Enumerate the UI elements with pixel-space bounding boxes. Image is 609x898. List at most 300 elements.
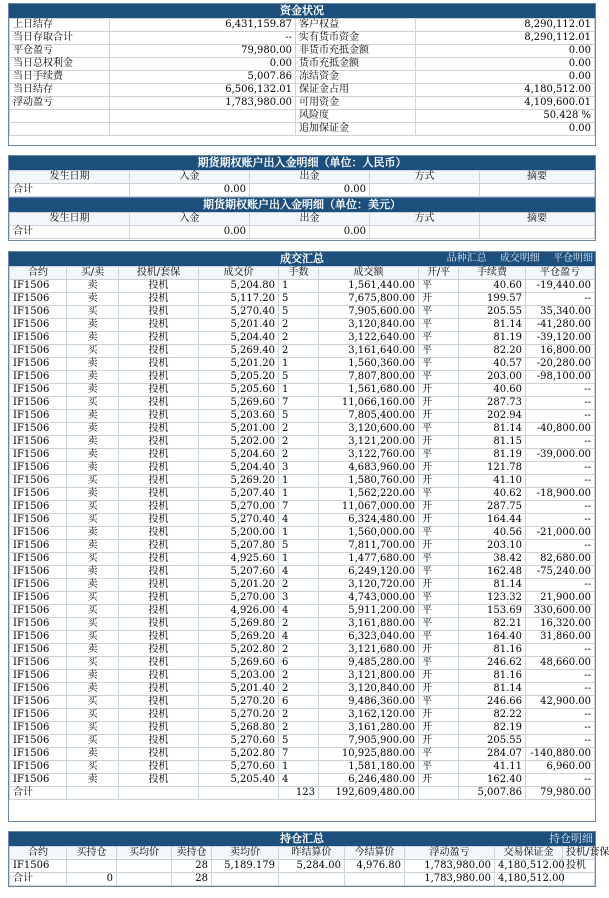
cell-contract: IF1506 — [10, 683, 67, 696]
funds-value: 1,783,980.00 — [110, 97, 296, 110]
cell-price: 5,204.60 — [199, 449, 279, 462]
cell-side: 买 — [67, 501, 119, 514]
cell-contract: IF1506 — [10, 670, 67, 683]
cell-side: 买 — [67, 657, 119, 670]
funds-row — [10, 71, 595, 84]
cell-fee: 38.42 — [459, 553, 526, 566]
cell-pnl: 31,860.00 — [526, 631, 595, 644]
cell-pnl: -- — [526, 709, 595, 722]
cell-side: 卖 — [67, 449, 119, 462]
cell-hedge: 投机 — [119, 553, 199, 566]
cell-lots: 3 — [279, 462, 319, 475]
cell-contract: IF1506 — [10, 384, 67, 397]
cell-lots: 1 — [279, 553, 319, 566]
col-header: 卖均价 — [212, 847, 279, 860]
cell-price: 5,270.00 — [199, 592, 279, 605]
cell-hedge: 投机 — [119, 696, 199, 709]
cell-amount: 3,120,720.00 — [319, 579, 419, 592]
cell-side: 卖 — [67, 371, 119, 384]
trades-title: 成交汇总 — [280, 252, 324, 265]
funds-value: 0.00 — [416, 71, 595, 84]
funds-row — [10, 32, 595, 45]
trade-row — [10, 566, 595, 579]
cell-contract: IF1506 — [10, 332, 67, 345]
trade-row — [10, 631, 595, 644]
cell-pnl: -- — [526, 436, 595, 449]
cell-hedge: 投机 — [119, 514, 199, 527]
cell-amount: 3,161,280.00 — [319, 722, 419, 735]
funds-row — [10, 58, 595, 71]
col-header: 手数 — [279, 267, 319, 280]
col-header: 方式 — [370, 171, 480, 184]
usd-header-row — [10, 213, 595, 226]
trade-row — [10, 774, 595, 787]
cell-open-close: 开 — [419, 436, 459, 449]
funds-label: 保证金占用 — [296, 84, 416, 97]
cell-price: 5,202.00 — [199, 436, 279, 449]
cell-contract: IF1506 — [10, 592, 67, 605]
cell-price: 5,201.40 — [199, 683, 279, 696]
cell-price: 5,207.40 — [199, 488, 279, 501]
cell-hedge: 投机 — [119, 618, 199, 631]
col-header: 昨结算价 — [279, 847, 345, 860]
cell-contract: IF1506 — [10, 371, 67, 384]
cell-lots: 2 — [279, 319, 319, 332]
col-header: 成交价 — [199, 267, 279, 280]
cell-fee: 199.57 — [459, 293, 526, 306]
col-header: 投机/套保 — [563, 847, 595, 860]
cell-price: 5,269.60 — [199, 397, 279, 410]
cell-open-close: 开 — [419, 540, 459, 553]
cell-price: 5,201.20 — [199, 579, 279, 592]
funds-value: 4,109,600.01 — [416, 97, 595, 110]
cell-hedge: 投机 — [119, 384, 199, 397]
cell-side: 卖 — [67, 683, 119, 696]
cell-pnl: 6,960.00 — [526, 761, 595, 774]
cell-amount: 6,324,480.00 — [319, 514, 419, 527]
cell-lots: 1 — [279, 384, 319, 397]
cell-price: 4,926.00 — [199, 605, 279, 618]
cell-contract: IF1506 — [10, 761, 67, 774]
cell-hedge: 投机 — [119, 488, 199, 501]
col-header: 买均价 — [117, 847, 172, 860]
cell-price: 5,205.20 — [199, 371, 279, 384]
cell-price: 5,207.80 — [199, 540, 279, 553]
col-header: 出金 — [250, 213, 370, 226]
cell-amount: 6,323,040.00 — [319, 631, 419, 644]
cell-price: 5,202.80 — [199, 644, 279, 657]
cell-hedge: 投机 — [119, 748, 199, 761]
funds-value: 50.428 % — [416, 110, 595, 123]
funds-label: 非货币充抵金额 — [296, 45, 416, 58]
total-pnl: 79,980.00 — [526, 787, 595, 800]
cell-hedge: 投机 — [119, 462, 199, 475]
cell-open-close: 开 — [419, 774, 459, 787]
cell-fee: 81.16 — [459, 670, 526, 683]
cell-open-close: 开 — [419, 384, 459, 397]
cell-contract: IF1506 — [10, 709, 67, 722]
cell-hedge: 投机 — [119, 371, 199, 384]
cell-contract: IF1506 — [10, 319, 67, 332]
cell-price: 5,269.80 — [199, 618, 279, 631]
cell-side: 卖 — [67, 644, 119, 657]
cell-side: 买 — [67, 709, 119, 722]
cell-settle: 4,976.80 — [345, 860, 405, 873]
total-in: 0.00 — [130, 184, 250, 197]
cell-contract: IF1506 — [10, 488, 67, 501]
trade-row — [10, 280, 595, 293]
cell-pnl: 82,680.00 — [526, 553, 595, 566]
cell-hedge: 投机 — [119, 345, 199, 358]
link-close-detail[interactable]: 平仓明细 — [553, 253, 593, 264]
total-out: 0.00 — [250, 184, 370, 197]
cell-contract: IF1506 — [10, 293, 67, 306]
rmb-header-row — [10, 171, 595, 184]
cell-pnl: 330,600.00 — [526, 605, 595, 618]
link-trade-detail[interactable]: 成交明细 — [499, 253, 540, 264]
cell-open-close: 平 — [419, 306, 459, 319]
cell-fee: 40.60 — [459, 280, 526, 293]
cell-open-close: 平 — [419, 358, 459, 371]
cell-amount: 11,067,000.00 — [319, 501, 419, 514]
cell-hedge: 投机 — [119, 566, 199, 579]
trade-row — [10, 332, 595, 345]
cell-hedge: 投机 — [119, 501, 199, 514]
cell-open-close: 开 — [419, 579, 459, 592]
cell-side: 卖 — [67, 670, 119, 683]
cell-price: 5,269.20 — [199, 475, 279, 488]
cell-fee: 81.14 — [459, 579, 526, 592]
cell-side: 买 — [67, 592, 119, 605]
cell-open-close: 开 — [419, 397, 459, 410]
cell-side: 卖 — [67, 280, 119, 293]
funds-label: 上日结存 — [10, 19, 110, 32]
cell-side: 卖 — [67, 332, 119, 345]
trades-header-row — [10, 267, 595, 280]
cell-side: 卖 — [67, 748, 119, 761]
cell-amount: 1,560,360.00 — [319, 358, 419, 371]
cell-contract: IF1506 — [10, 358, 67, 371]
cell-price: 5,201.20 — [199, 358, 279, 371]
trade-row — [10, 592, 595, 605]
cell-lots: 2 — [279, 436, 319, 449]
funds-value: 8,290,112.01 — [416, 32, 595, 45]
cell-pnl: 42,900.00 — [526, 696, 595, 709]
col-header: 发生日期 — [10, 171, 130, 184]
cell-fee: 162.40 — [459, 774, 526, 787]
cell-fee: 246.62 — [459, 657, 526, 670]
cell-price: 5,202.80 — [199, 748, 279, 761]
cell-price: 5,270.40 — [199, 514, 279, 527]
cell-hedge: 投机 — [119, 475, 199, 488]
cell-hedge: 投机 — [119, 540, 199, 553]
cell-price: 5,270.20 — [199, 709, 279, 722]
funds-row — [10, 123, 595, 136]
cell-hedge: 投机 — [119, 709, 199, 722]
cell-contract: IF1506 — [10, 657, 67, 670]
cell-fee: 40.60 — [459, 384, 526, 397]
col-header: 浮动盈亏 — [405, 847, 495, 860]
cell-price: 5,270.60 — [199, 735, 279, 748]
cell-contract: IF1506 — [10, 345, 67, 358]
col-header: 成交额 — [319, 267, 419, 280]
cell-open-close: 开 — [419, 514, 459, 527]
col-header: 开/平 — [419, 267, 459, 280]
cell-hedge: 投机 — [119, 423, 199, 436]
funds-label: 可用资金 — [296, 97, 416, 110]
funds-label — [10, 110, 110, 123]
cell-open-close: 平 — [419, 605, 459, 618]
trade-row — [10, 436, 595, 449]
cell-price: 5,200.00 — [199, 527, 279, 540]
cell-open-close: 平 — [419, 566, 459, 579]
cell-hedge: 投机 — [119, 735, 199, 748]
col-header: 发生日期 — [10, 213, 130, 226]
cell-contract: IF1506 — [10, 475, 67, 488]
cell-amount: 3,121,200.00 — [319, 436, 419, 449]
cell-fee: 81.14 — [459, 319, 526, 332]
cell-hedge: 投机 — [119, 306, 199, 319]
cell-amount: 1,477,680.00 — [319, 553, 419, 566]
funds-value: 79,980.00 — [110, 45, 296, 58]
funds-value: 0.00 — [416, 58, 595, 71]
cell-lots: 3 — [279, 592, 319, 605]
cell-hedge: 投机 — [119, 761, 199, 774]
cell-side: 卖 — [67, 462, 119, 475]
cell-price: 5,201.00 — [199, 423, 279, 436]
trade-row — [10, 657, 595, 670]
col-header: 入金 — [130, 171, 250, 184]
cell-open-close: 平 — [419, 527, 459, 540]
cell-open-close: 开 — [419, 475, 459, 488]
cell-pnl: -- — [526, 397, 595, 410]
cell-hedge: 投机 — [119, 631, 199, 644]
cell-pnl: -98,100.00 — [526, 371, 595, 384]
cell-fee: 287.73 — [459, 397, 526, 410]
trade-row — [10, 358, 595, 371]
cell-pnl: 35,340.00 — [526, 306, 595, 319]
cell-lots: 2 — [279, 722, 319, 735]
cell-pnl: -21,000.00 — [526, 527, 595, 540]
cell-hedge: 投机 — [119, 358, 199, 371]
cell-amount: 3,120,840.00 — [319, 319, 419, 332]
funds-value — [110, 123, 296, 136]
link-product-summary[interactable]: 品种汇总 — [446, 253, 487, 264]
cell-side: 卖 — [67, 774, 119, 787]
cell-amount: 5,911,200.00 — [319, 605, 419, 618]
total-margin: 4,180,512.00 — [495, 873, 563, 886]
total-buy: 0 — [67, 873, 117, 886]
cell-amount: 1,581,180.00 — [319, 761, 419, 774]
cell-contract: IF1506 — [10, 579, 67, 592]
funds-label: 当日结存 — [10, 84, 110, 97]
position-row — [10, 860, 595, 873]
cell-amount: 3,120,840.00 — [319, 683, 419, 696]
cell-amount: 10,925,880.00 — [319, 748, 419, 761]
trade-row — [10, 449, 595, 462]
cell-open-close: 开 — [419, 293, 459, 306]
usd-table — [9, 212, 595, 239]
cell-fee: 40.57 — [459, 358, 526, 371]
funds-table — [9, 18, 595, 136]
funds-value: 4,180,512.00 — [416, 84, 595, 97]
cell-amount: 3,120,600.00 — [319, 423, 419, 436]
cell-side: 卖 — [67, 527, 119, 540]
cell-lots: 5 — [279, 735, 319, 748]
total-amount: 192,609,480.00 — [319, 787, 419, 800]
cell-contract: IF1506 — [10, 527, 67, 540]
funds-row — [10, 110, 595, 123]
cell-fee: 82.22 — [459, 709, 526, 722]
funds-value: 0.00 — [416, 123, 595, 136]
cell-side: 卖 — [67, 566, 119, 579]
total-fee: 5,007.86 — [459, 787, 526, 800]
cell-side: 买 — [67, 735, 119, 748]
cell-hedge: 投机 — [119, 449, 199, 462]
cell-fee: 287.75 — [459, 501, 526, 514]
cell-lots: 4 — [279, 605, 319, 618]
cell-open-close: 平 — [419, 345, 459, 358]
cell-hedge: 投机 — [119, 280, 199, 293]
total-sell: 28 — [172, 873, 212, 886]
cell-contract: IF1506 — [10, 605, 67, 618]
cell-open-close: 平 — [419, 319, 459, 332]
cell-side: 买 — [67, 514, 119, 527]
cell-side: 卖 — [67, 410, 119, 423]
cell-contract: IF1506 — [10, 774, 67, 787]
cell-side: 买 — [67, 631, 119, 644]
cell-pnl: -39,000.00 — [526, 449, 595, 462]
cell-hedge: 投机 — [119, 410, 199, 423]
cell-fee: 205.55 — [459, 735, 526, 748]
cell-lots: 2 — [279, 683, 319, 696]
col-header: 买/卖 — [67, 267, 119, 280]
trade-row — [10, 384, 595, 397]
trade-row — [10, 605, 595, 618]
cell-pnl: -19,440.00 — [526, 280, 595, 293]
cell-lots: 5 — [279, 293, 319, 306]
cell-amount: 1,561,680.00 — [319, 384, 419, 397]
trade-row — [10, 410, 595, 423]
col-header: 入金 — [130, 213, 250, 226]
total-label: 合计 — [10, 226, 130, 239]
cell-pnl: -18,900.00 — [526, 488, 595, 501]
cell-fee: 82.20 — [459, 345, 526, 358]
cell-margin: 4,180,512.00 — [495, 860, 563, 873]
cell-contract: IF1506 — [10, 644, 67, 657]
total-label: 合计 — [10, 873, 67, 886]
cell-lots: 2 — [279, 423, 319, 436]
cell-lots: 1 — [279, 358, 319, 371]
cell-lots: 5 — [279, 410, 319, 423]
cell-pnl: -- — [526, 384, 595, 397]
cell-lots: 6 — [279, 696, 319, 709]
cell-amount: 4,743,000.00 — [319, 592, 419, 605]
cell-contract: IF1506 — [10, 722, 67, 735]
cell-amount: 7,675,800.00 — [319, 293, 419, 306]
cell-pnl: -- — [526, 540, 595, 553]
cell-side: 卖 — [67, 436, 119, 449]
link-position-detail[interactable]: 持仓明细 — [549, 832, 593, 845]
funds-value: -- — [110, 32, 296, 45]
cell-side: 卖 — [67, 293, 119, 306]
rmb-table — [9, 170, 595, 197]
total-float: 1,783,980.00 — [405, 873, 495, 886]
cell-fee: 41.10 — [459, 475, 526, 488]
total-label: 合计 — [10, 787, 67, 800]
cell-open-close: 开 — [419, 683, 459, 696]
trade-row — [10, 618, 595, 631]
col-header: 摘要 — [480, 213, 595, 226]
cell-side: 卖 — [67, 319, 119, 332]
cell-hedge: 投机 — [119, 579, 199, 592]
cell-open-close: 开 — [419, 735, 459, 748]
cell-pnl: -- — [526, 683, 595, 696]
cell-pnl: 16,800.00 — [526, 345, 595, 358]
cell-pnl: -75,240.00 — [526, 566, 595, 579]
trade-row — [10, 345, 595, 358]
cell-lots: 1 — [279, 488, 319, 501]
cell-contract: IF1506 — [10, 397, 67, 410]
cell-amount: 1,580,760.00 — [319, 475, 419, 488]
cell-amount: 3,121,800.00 — [319, 670, 419, 683]
cell-price: 5,205.40 — [199, 774, 279, 787]
trade-row — [10, 462, 595, 475]
cell-price: 5,117.20 — [199, 293, 279, 306]
cell-open-close: 开 — [419, 709, 459, 722]
trade-row — [10, 306, 595, 319]
cell-side: 买 — [67, 345, 119, 358]
cell-fee: 121.78 — [459, 462, 526, 475]
cell-side: 买 — [67, 306, 119, 319]
cell-pnl: -- — [526, 579, 595, 592]
trade-row — [10, 397, 595, 410]
cell-contract: IF1506 — [10, 696, 67, 709]
cell-contract: IF1506 — [10, 566, 67, 579]
cell-lots: 2 — [279, 345, 319, 358]
funds-label: 当日总权利金 — [10, 58, 110, 71]
funds-label: 当日存取合计 — [10, 32, 110, 45]
col-header: 合约 — [10, 847, 67, 860]
cell-contract: IF1506 — [10, 423, 67, 436]
cell-price: 5,270.40 — [199, 306, 279, 319]
cell-hedge: 投机 — [119, 332, 199, 345]
cell-open-close: 平 — [419, 332, 459, 345]
cell-open-close: 开 — [419, 462, 459, 475]
cell-fee: 81.19 — [459, 449, 526, 462]
cell-open-close: 平 — [419, 657, 459, 670]
cell-contract: IF1506 — [10, 306, 67, 319]
cell-hedge: 投机 — [119, 592, 199, 605]
cell-contract: IF1506 — [10, 410, 67, 423]
cell-amount: 1,560,000.00 — [319, 527, 419, 540]
cell-price: 5,201.40 — [199, 319, 279, 332]
funds-label: 货币充抵金额 — [296, 58, 416, 71]
cell-contract: IF1506 — [10, 540, 67, 553]
cell-lots: 7 — [279, 397, 319, 410]
cell-side: 买 — [67, 475, 119, 488]
cell-pnl: -- — [526, 475, 595, 488]
cell-lots: 4 — [279, 774, 319, 787]
trade-row — [10, 579, 595, 592]
funds-label: 追加保证金 — [296, 123, 416, 136]
cell-fee: 203.00 — [459, 371, 526, 384]
cell-lots: 1 — [279, 527, 319, 540]
funds-label: 风险度 — [296, 110, 416, 123]
cell-pnl: -39,120.00 — [526, 332, 595, 345]
trades-header — [9, 252, 595, 266]
cell-side: 卖 — [67, 423, 119, 436]
